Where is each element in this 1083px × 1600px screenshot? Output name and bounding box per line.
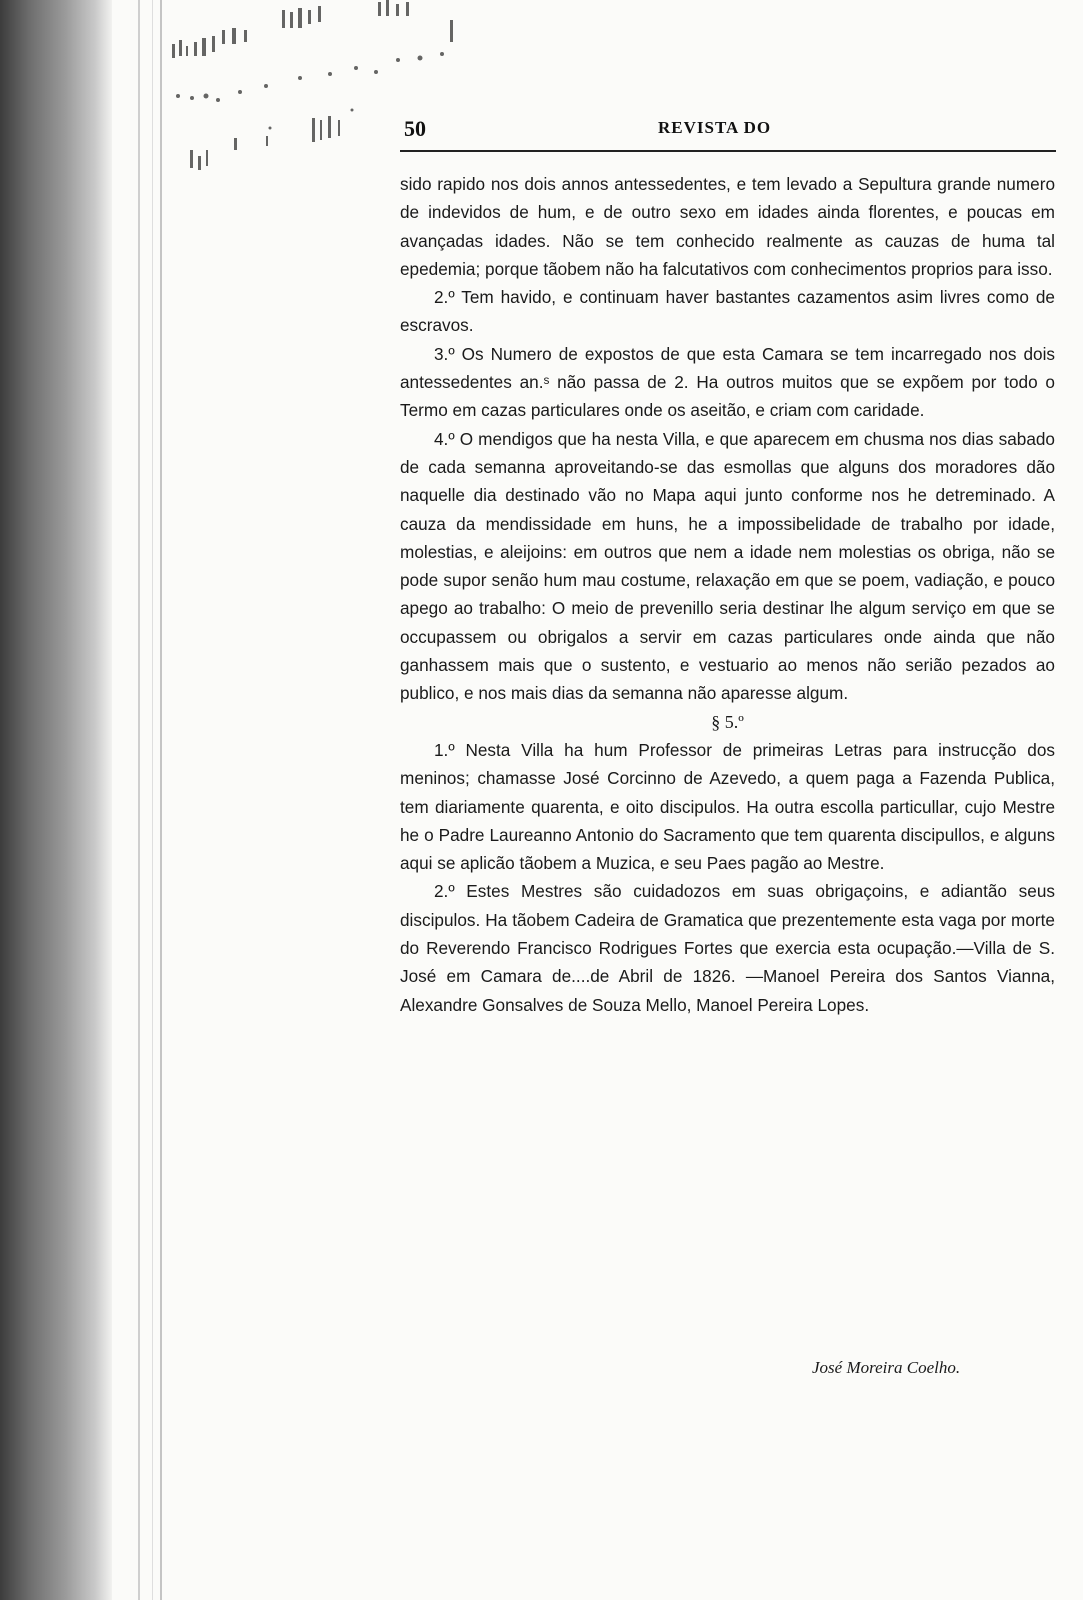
- gutter-line: [138, 0, 140, 1600]
- paragraph: 2.º Tem havido, e continuam haver bastantes cazamentos asim livres como de escravos.: [400, 287, 1055, 336]
- running-title: REVISTA DO: [658, 118, 772, 137]
- section-heading: § 5.º: [711, 711, 744, 732]
- paragraph: 2.º Estes Mestres são cuidadozos em suas obrigaçoins, e adiantão seus discipulos. Ha tãobem Cadeira de Gramatica que prezentemente esta vaga por morte do Reverendo Francisco Rodrigues Fortes que exercia esta ocupação.—Villa de S. José em Camara de....de Abril de 1826. —Manoel Pereira dos Santos Vianna, Alexandre Gonsalves de Souza Mello, Manoel Pereira Lopes.: [400, 881, 1055, 1015]
- gutter-line: [152, 0, 153, 1600]
- paragraph: sido rapido nos dois annos antessedentes, e tem levado a Sepultura grande numero de indevidos de hum, e de outro sexo em idades ainda florentes, e poucas em avançadas idades. Não se tem conhecido realmente as cauzas de huma tal epedemia; porque tãobem não ha falcutativos com conhecimentos proprios para isso.: [400, 174, 1055, 279]
- binding-shadow: [0, 0, 112, 1600]
- header-rule: [400, 150, 1056, 152]
- paragraph: 3.º Os Numero de expostos de que esta Camara se tem incarregado nos dois antessedentes an.ˢ não passa de 2. Ha outros muitos que se expõem por todo o Termo em cazas particulares onde os aseitão, e criam com caridade.: [400, 343, 1055, 421]
- bleed-through-marks: [170, 0, 470, 180]
- signature: José Moreira Coelho.: [812, 1358, 961, 1377]
- body-text: [400, 170, 1055, 1019]
- page-header: [404, 112, 1056, 152]
- paragraph: 4.º O mendigos que ha nesta Villa, e que aparecem em chusma nos dias sabado de cada semanna aproveitando-se das esmollas que alguns dos moradores dão naquelle dia destinado vão no Mapa aqui junto conforme nos he detreminado. A cauza da mendissidade em huns, he a impossibelidade de trabalho por idade, molestias, e aleijoins: em outros que nem a idade nem molestias os obriga, não se pode supor senão hum mau costume, relaxação em que se poem, vadiação, e pouco apego ao trabalho: O meio de prevenillo seria destinar lhe algum serviço em que se occupassem ou obrigalos a servir em cazas particulares onde ainda que não ganhassem mais que o sustento, e vestuario ao menos não serião pezados ao publico, e nos mais dias da semanna não aparesse algum.: [400, 428, 1055, 704]
- gutter-line: [160, 0, 162, 1600]
- page-number: 50: [404, 116, 426, 141]
- paragraph: 1.º Nesta Villa ha hum Professor de primeiras Letras para instrucção dos meninos; chamasse José Corcinno de Azevedo, a quem paga a Fazenda Publica, tem diariamente quarenta, e oito discipulos. Ha outra escolla particullar, cujo Mestre he o Padre Laureanno Antonio do Sacramento que tem quarenta discipullos, e alguns aqui se aplicão tãobem a Muzica, e seu Paes pagão ao Mestre.: [400, 739, 1055, 874]
